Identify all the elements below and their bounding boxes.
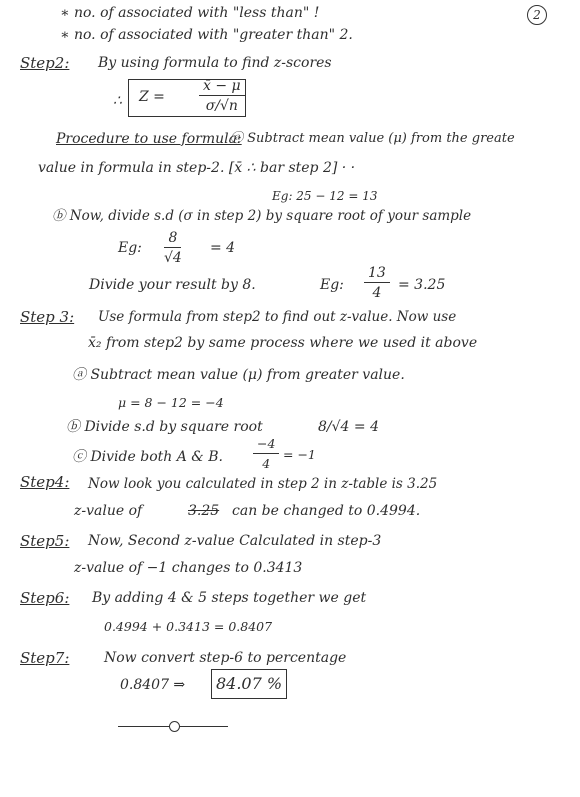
step3-c-text: ⓒ Divide both A & B. xyxy=(72,449,223,465)
step5-label: Step5: xyxy=(20,532,70,550)
step6-label: Step6: xyxy=(20,589,70,607)
step5-text-2: z-value of −1 changes to 0.3413 xyxy=(74,560,303,576)
step3-c-numerator: −4 xyxy=(253,436,279,454)
eg3-denominator: 4 xyxy=(372,285,382,301)
step6-text: By adding 4 & 5 steps together we get xyxy=(92,590,367,606)
procedure-b-text: ⓑ Now, divide s.d (σ in step 2) by square root of your sample xyxy=(52,208,472,224)
step3-text-2: x̄₂ from step2 by same process where we used it above xyxy=(88,335,478,351)
eg2-denominator: √4 xyxy=(164,250,182,266)
divide-text: Divide your result by 8. xyxy=(89,277,256,293)
step3-b-calc: 8/√4 = 4 xyxy=(318,419,379,435)
eg3-result: = 3.25 xyxy=(398,277,446,293)
z-numerator: x̄ − μ xyxy=(199,78,245,96)
eg3-fraction xyxy=(364,265,390,301)
final-answer-box: 84.07 % xyxy=(211,669,287,699)
step3-label: Step 3: xyxy=(20,308,75,326)
step5-text: Now, Second z-value Calculated in step-3 xyxy=(88,533,382,549)
intro-line-1: ∗ no. of associated with "less than" ! xyxy=(60,5,320,21)
step3-c-fraction xyxy=(253,436,279,472)
eg2-numerator: 8 xyxy=(164,230,181,248)
step4-label: Step4: xyxy=(20,473,70,491)
eg2-prefix: Eg: xyxy=(118,240,142,256)
intro-line-2: ∗ no. of associated with "greater than" 2. xyxy=(60,27,353,43)
step4-text-2b: can be changed to 0.4994. xyxy=(232,503,421,519)
page-number: 2 xyxy=(527,5,547,25)
step4-text: Now look you calculated in step 2 in z-table is 3.25 xyxy=(88,476,438,492)
step2-text: By using formula to find z-scores xyxy=(98,55,332,71)
step7-label: Step7: xyxy=(20,649,70,667)
step3-a-text: ⓐ Subtract mean value (μ) from greater value. xyxy=(72,367,405,383)
z-formula-fraction xyxy=(199,78,245,114)
step7-calc: 0.8407 ⇒ xyxy=(120,677,186,693)
z-denominator: σ/√n xyxy=(205,98,238,114)
step4-struck-value: 3.25 xyxy=(188,503,220,519)
step2-label: Step2: xyxy=(20,54,70,72)
step3-text: Use formula from step2 to find out z-value. Now use xyxy=(98,309,457,325)
procedure-label: Procedure to use formula: xyxy=(56,131,242,147)
procedure-a-text: ⓐ Subtract mean value (μ) from the greate xyxy=(230,131,515,146)
eg3-prefix: Eg: xyxy=(320,277,344,293)
eg3-numerator: 13 xyxy=(364,265,390,283)
end-circle-mark xyxy=(169,721,180,732)
step7-text: Now convert step-6 to percentage xyxy=(104,650,347,666)
step3-c-denominator: 4 xyxy=(262,456,271,471)
step3-b-text: ⓑ Divide s.d by square root xyxy=(66,419,263,435)
therefore-symbol: ∴ xyxy=(113,93,122,109)
step4-text-2a: z-value of xyxy=(74,503,143,519)
procedure-a-text-2: value in formula in step-2. [x̄ ∴ bar step 2] · · xyxy=(38,160,356,176)
procedure-eg1: Eg: 25 − 12 = 13 xyxy=(272,189,378,203)
step6-calc: 0.4994 + 0.3413 = 0.8407 xyxy=(104,619,273,634)
z-equals: Z = xyxy=(139,89,165,105)
eg2-result: = 4 xyxy=(210,240,236,256)
step3-c-result: = −1 xyxy=(283,447,316,462)
step3-a-calc: μ = 8 − 12 = −4 xyxy=(118,395,224,410)
eg2-fraction xyxy=(164,230,182,266)
